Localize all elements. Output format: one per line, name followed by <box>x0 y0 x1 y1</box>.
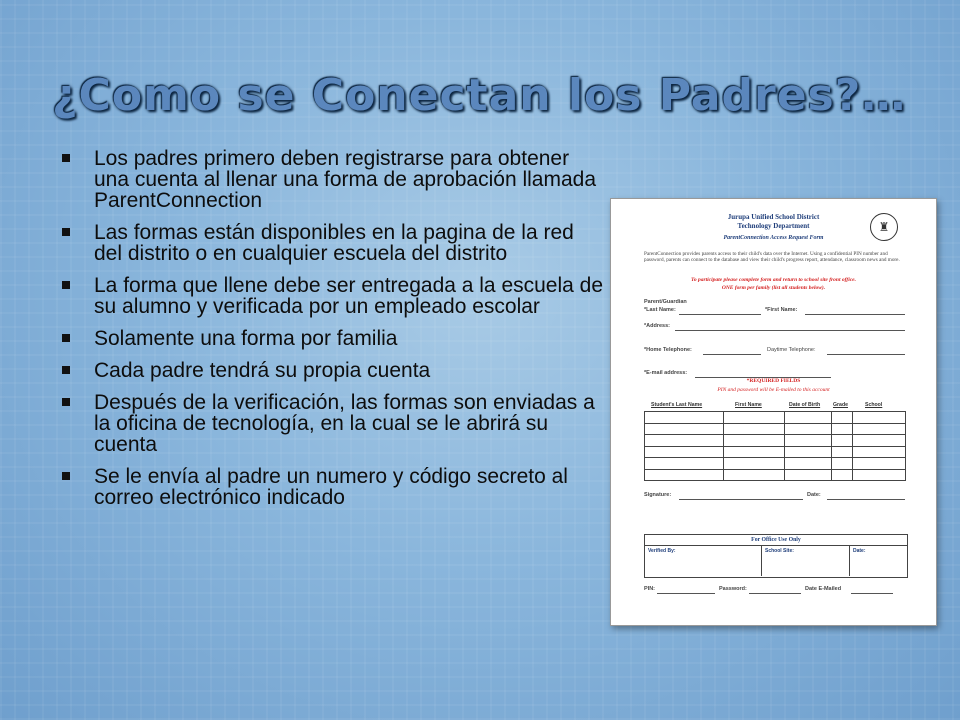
form-department: Technology Department <box>737 222 810 230</box>
bullet-text: Los padres primero deben registrarse para obtener una cuenta al llenar una forma de aprobación llamada ParentConnection <box>94 147 597 212</box>
table-row <box>645 446 906 458</box>
table-row <box>645 423 906 435</box>
last-name-line <box>679 314 761 315</box>
office-heading: For Office Use Only <box>751 537 801 543</box>
table-row <box>645 458 906 470</box>
password-label: Password: <box>719 586 747 592</box>
office-divider <box>849 545 850 576</box>
col-dob: Date of Birth <box>789 402 821 408</box>
pin-line <box>657 593 715 594</box>
request-form-image <box>610 198 937 626</box>
bullet-text: Se le envía al padre un numero y código secreto al correo electrónico indicado <box>94 465 568 509</box>
date-line <box>827 499 905 500</box>
email-label: *E-mail address: <box>644 370 688 376</box>
bullet-item <box>60 360 605 381</box>
password-line <box>749 593 801 594</box>
table-row <box>645 435 906 447</box>
office-divider <box>761 545 762 576</box>
school-site-label: School Site: <box>765 548 794 554</box>
bullet-text: Después de la verificación, las formas son enviadas a la oficina de tecnología, en la cual se le abrirá su cuenta <box>94 391 595 456</box>
col-first-name: First Name <box>735 402 762 408</box>
bullet-text: La forma que llene debe ser entregada a la escuela de su alumno y verificada por un empleado escolar <box>94 274 604 318</box>
table-row <box>645 469 906 481</box>
student-table <box>644 411 906 481</box>
bullet-item <box>60 328 605 349</box>
form-instruction-1: To participate please complete form and return to school site front office. <box>691 277 856 283</box>
pin-label: PIN: <box>644 586 655 592</box>
signature-label: Signature: <box>644 492 672 498</box>
first-name-label: *First Name: <box>765 307 798 313</box>
square-bullet-icon <box>62 398 70 406</box>
bullet-item <box>60 275 605 317</box>
col-last-name: Student's Last Name <box>651 402 703 408</box>
square-bullet-icon <box>62 281 70 289</box>
date-emailed-line <box>851 593 893 594</box>
home-phone-line <box>703 354 761 355</box>
office-divider <box>645 545 907 546</box>
signature-line <box>679 499 803 500</box>
verified-by-label: Verified By: <box>648 548 676 554</box>
square-bullet-icon <box>62 366 70 374</box>
form-instruction-2: ONE form per family (list all students below). <box>721 285 826 291</box>
address-label: *Address: <box>644 323 670 329</box>
office-date-label: Date: <box>853 548 866 554</box>
address-line <box>675 330 905 331</box>
daytime-phone-label: Daytime Telephone: <box>767 347 816 353</box>
daytime-phone-line <box>827 354 905 355</box>
district-seal-icon: ♜ <box>870 213 898 241</box>
bullet-item <box>60 148 605 211</box>
form-intro: ParentConnection provides parents access to their child's data over the Internet. Using a confidential PIN number and password, parents can connect to the database and view their child's progress report, attendance, classroom news and more. <box>644 251 900 264</box>
bullet-list <box>60 148 605 519</box>
square-bullet-icon <box>62 154 70 162</box>
bullet-item <box>60 466 605 508</box>
form-district: Jurupa Unified School District <box>727 213 820 221</box>
square-bullet-icon <box>62 472 70 480</box>
bullet-text: Las formas están disponibles en la pagina de la red del distrito o en cualquier escuela del distrito <box>94 221 574 265</box>
col-grade: Grade <box>833 402 848 408</box>
bullet-text: Cada padre tendrá su propia cuenta <box>94 359 431 382</box>
date-emailed-label: Date E-Mailed <box>805 586 842 592</box>
pin-note: PIN and password will be E-mailed to this account <box>717 387 830 393</box>
slide-title: ¿Como se Conectan los Padres?… <box>52 70 907 121</box>
last-name-label: *Last Name: <box>644 307 676 313</box>
bullet-item <box>60 392 605 455</box>
home-phone-label: *Home Telephone: <box>644 347 692 353</box>
bullet-text: Solamente una forma por familia <box>94 327 398 350</box>
parent-heading: Parent/Guardian <box>644 299 687 305</box>
date-label: Date: <box>807 492 821 498</box>
square-bullet-icon <box>62 228 70 236</box>
first-name-line <box>805 314 905 315</box>
form-title: ParentConnection Access Request Form <box>723 235 824 241</box>
office-use-box <box>644 534 908 578</box>
table-row <box>645 412 906 424</box>
bullet-item <box>60 222 605 264</box>
required-fields: *REQUIRED FIELDS <box>746 378 801 384</box>
col-school: School <box>865 402 883 408</box>
square-bullet-icon <box>62 334 70 342</box>
